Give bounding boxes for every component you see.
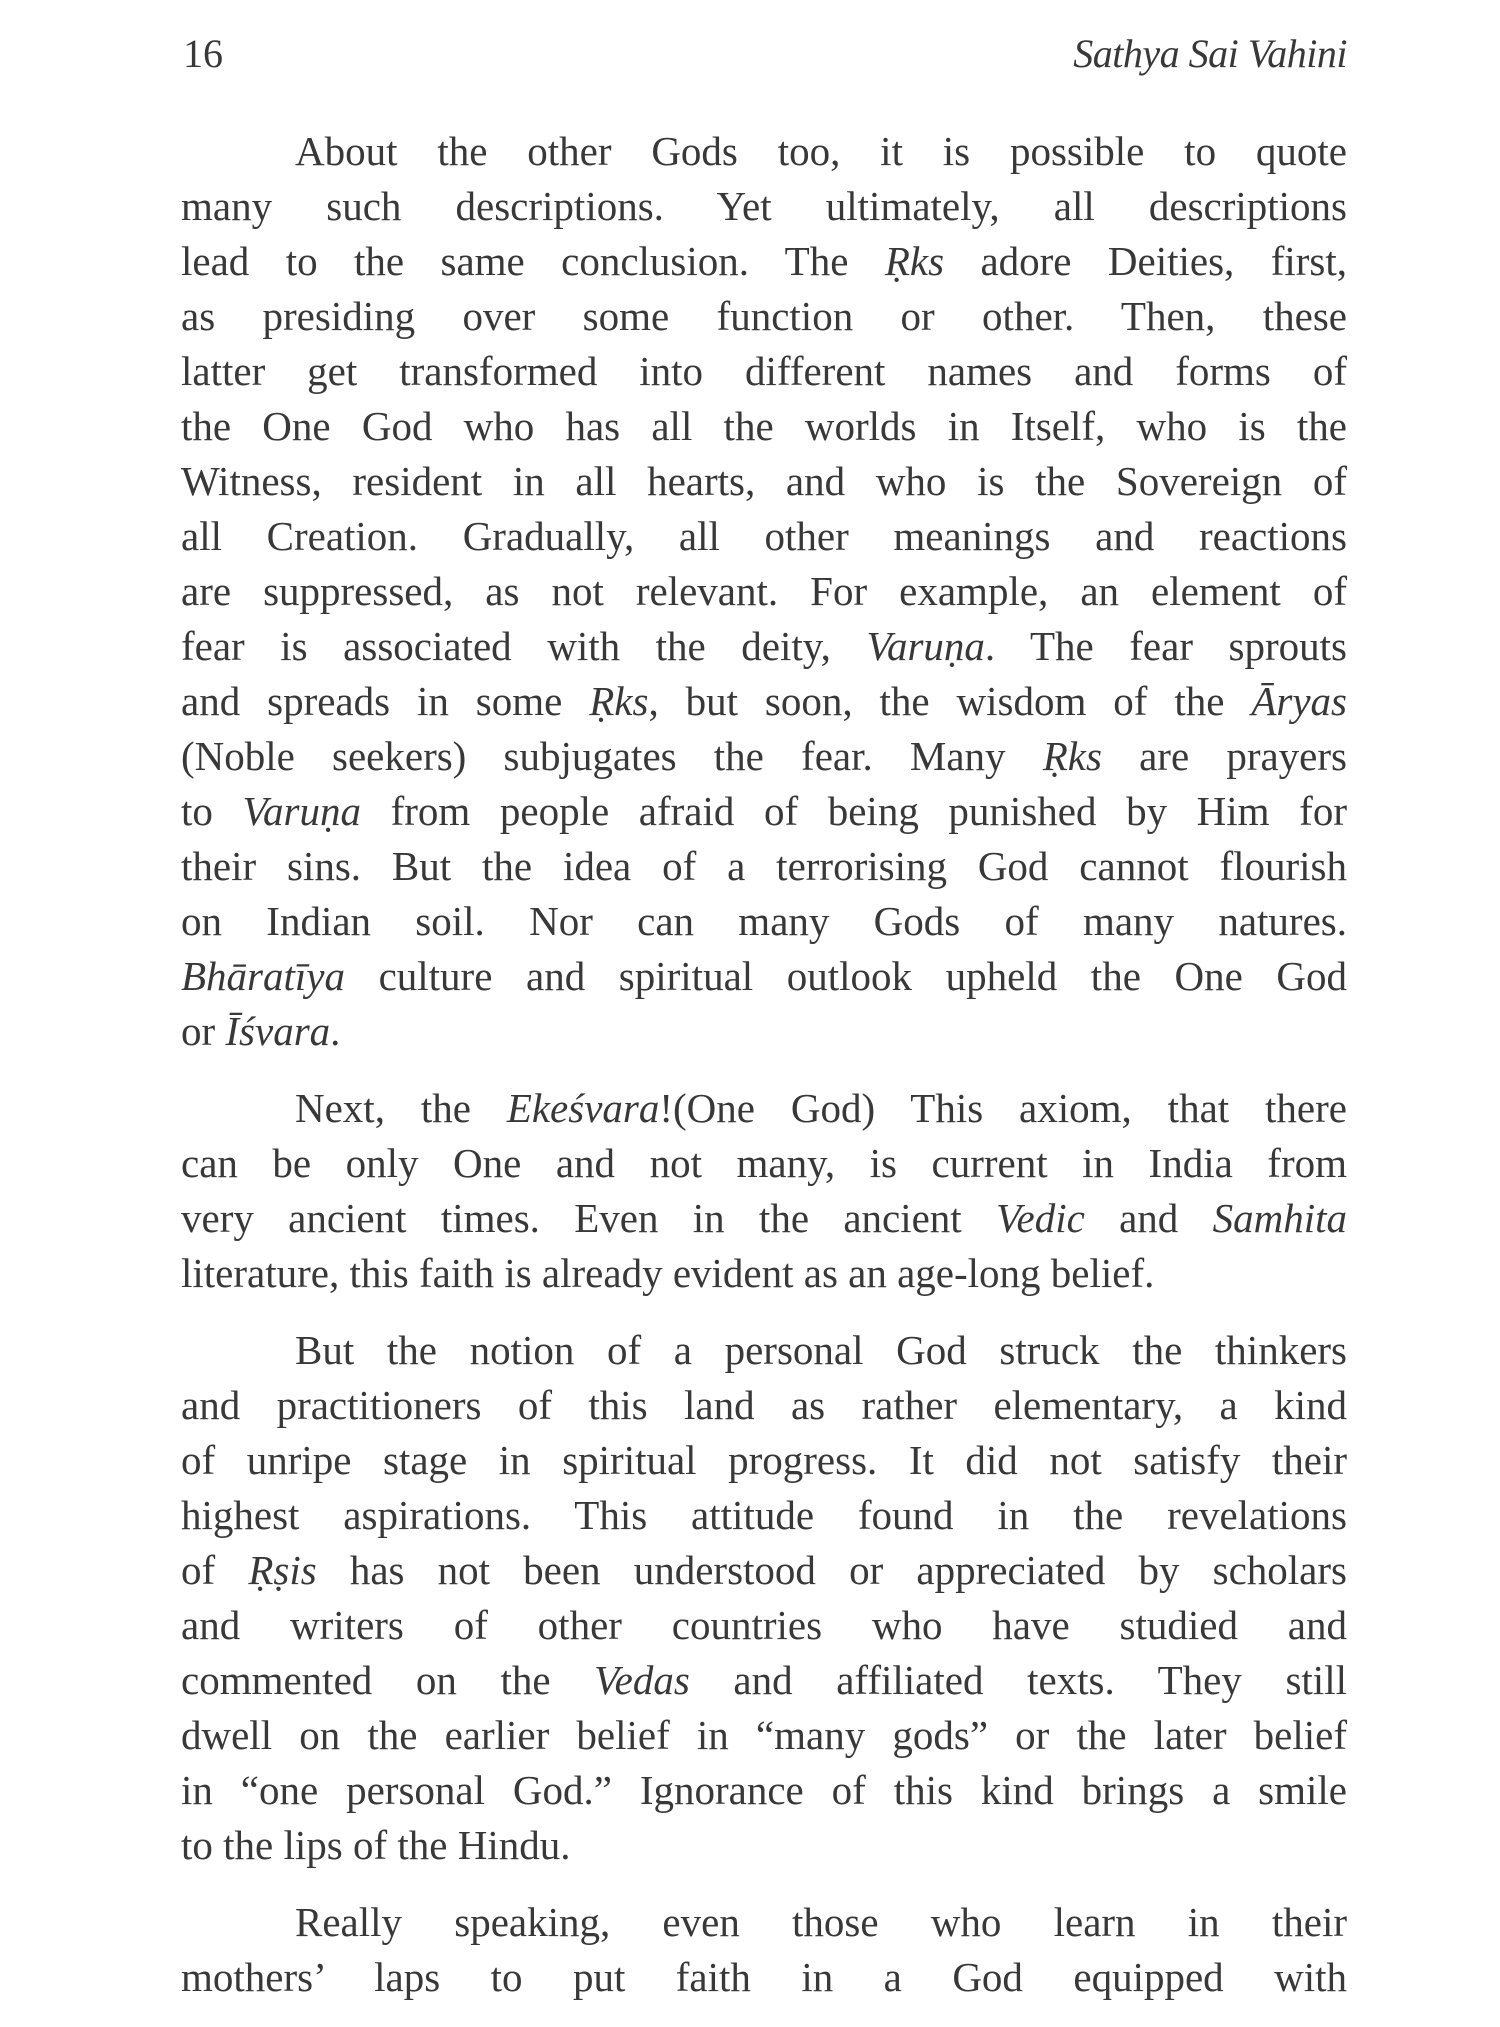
text-line [181, 1950, 1347, 2005]
text-line [181, 1598, 1347, 1653]
text-segment: can be only One and not many, is current in India from [181, 1140, 1347, 1186]
text-line [181, 564, 1347, 619]
italic-term: Varuṇa [242, 788, 361, 834]
text-segment: mothers’ laps to put faith in a God equipped with [181, 1954, 1347, 2000]
body-text [181, 124, 1347, 2027]
text-line [181, 1081, 1347, 1136]
text-segment: as presiding over some function or other. Then, these [181, 293, 1347, 339]
text-segment: of [181, 1547, 249, 1593]
text-segment: . The fear sprouts [984, 623, 1347, 669]
text-line [181, 1136, 1347, 1191]
text-segment: and [1084, 1195, 1213, 1241]
text-line [181, 894, 1347, 949]
text-segment: of unripe stage in spiritual progress. It did not satisfy their [181, 1437, 1347, 1483]
text-line [181, 1653, 1347, 1708]
text-segment: and practitioners of this land as rather elementary, a kind [181, 1382, 1347, 1428]
text-line [181, 839, 1347, 894]
text-segment: !(One God) This axiom, that there [659, 1085, 1347, 1131]
text-line [181, 1818, 1347, 1873]
text-line [181, 1323, 1347, 1378]
text-segment: commented on the [181, 1657, 595, 1703]
text-segment: in “one personal God.” Ignorance of this kind brings a smile [181, 1767, 1347, 1813]
text-line [181, 784, 1347, 839]
italic-term: Āryas [1251, 678, 1348, 724]
page-number: 16 [183, 31, 223, 76]
text-segment: to the lips of the Hindu. [181, 1822, 571, 1868]
text-segment: very ancient times. Even in the ancient [181, 1195, 996, 1241]
italic-term: Samhita [1212, 1195, 1347, 1241]
text-segment: dwell on the earlier belief in “many gods” or the later belief [181, 1712, 1347, 1758]
italic-term: Ṛks [589, 678, 649, 724]
text-segment: and spreads in some [181, 678, 590, 724]
text-segment: culture and spiritual outlook upheld the One God [344, 953, 1347, 999]
text-line [181, 124, 1347, 179]
italic-term: Ṛks [884, 238, 945, 284]
text-line [181, 1246, 1347, 1301]
text-segment: and writers of other countries who have studied and [181, 1602, 1347, 1648]
text-line [181, 949, 1347, 1004]
text-line [181, 1895, 1347, 1950]
text-line [181, 1378, 1347, 1433]
text-segment: are prayers [1101, 733, 1347, 779]
paragraph [181, 124, 1347, 1059]
text-segment: . [330, 1008, 341, 1054]
text-line [181, 1004, 1347, 1059]
running-title: Sathya Sai Vahini [1073, 31, 1347, 76]
italic-term: Vedic [996, 1195, 1085, 1241]
text-line [181, 729, 1347, 784]
text-line [181, 1191, 1347, 1246]
italic-term: Varuṇa [866, 623, 985, 669]
text-line [181, 234, 1347, 289]
text-line [181, 674, 1347, 729]
text-segment: from people afraid of being punished by Him for [360, 788, 1347, 834]
italic-term: Īśvara [225, 1008, 331, 1054]
text-line [181, 1763, 1347, 1818]
text-segment: all Creation. Gradually, all other meanings and reactions [181, 513, 1347, 559]
text-segment: About the other Gods too, it is possible to quote [295, 128, 1347, 174]
paragraph [181, 1081, 1347, 1301]
text-segment: But the notion of a personal God struck the thinkers [295, 1327, 1347, 1373]
text-segment: adore Deities, first, [944, 238, 1347, 284]
text-line [181, 1488, 1347, 1543]
paragraph [181, 1323, 1347, 1873]
text-segment: many such descriptions. Yet ultimately, all descriptions [181, 183, 1347, 229]
text-line [181, 179, 1347, 234]
text-line [181, 344, 1347, 399]
italic-term: Bhāratīya [181, 953, 345, 999]
italic-term: Ṛks [1042, 733, 1102, 779]
text-line [181, 289, 1347, 344]
text-segment: the One God who has all the worlds in Itself, who is the [181, 403, 1347, 449]
text-segment: or [181, 1008, 226, 1054]
text-segment: has not been understood or appreciated by scholars [316, 1547, 1347, 1593]
text-line [181, 1708, 1347, 1763]
text-segment: (Noble seekers) subjugates the fear. Many [181, 733, 1043, 779]
text-segment: literature, this faith is already evident as an age-long belief. [181, 1250, 1155, 1296]
text-segment: Really speaking, even those who learn in their [295, 1899, 1347, 1945]
paragraph [181, 1895, 1347, 2005]
text-segment: their sins. But the idea of a terrorising God cannot flourish [181, 843, 1347, 889]
page-header [181, 26, 1347, 82]
italic-term: Vedas [594, 1657, 690, 1703]
italic-term: Ekeśvara [506, 1085, 660, 1131]
text-line [181, 1433, 1347, 1488]
text-line [181, 454, 1347, 509]
text-segment: , but soon, the wisdom of the [648, 678, 1252, 724]
text-line [181, 509, 1347, 564]
text-segment: are suppressed, as not relevant. For example, an element of [181, 568, 1347, 614]
text-segment: to [181, 788, 243, 834]
text-segment: fear is associated with the deity, [181, 623, 867, 669]
text-line [181, 619, 1347, 674]
text-line [181, 399, 1347, 454]
text-segment: and affiliated texts. They still [689, 1657, 1347, 1703]
text-segment: Witness, resident in all hearts, and who is the Sovereign of [181, 458, 1347, 504]
text-segment: on Indian soil. Nor can many Gods of many natures. [181, 898, 1347, 944]
text-segment: Next, the [295, 1085, 507, 1131]
text-segment: lead to the same conclusion. The [181, 238, 885, 284]
text-segment: latter get transformed into different names and forms of [181, 348, 1347, 394]
italic-term: Ṛṣis [248, 1547, 317, 1593]
text-line [181, 1543, 1347, 1598]
text-segment: highest aspirations. This attitude found in the revelations [181, 1492, 1347, 1538]
